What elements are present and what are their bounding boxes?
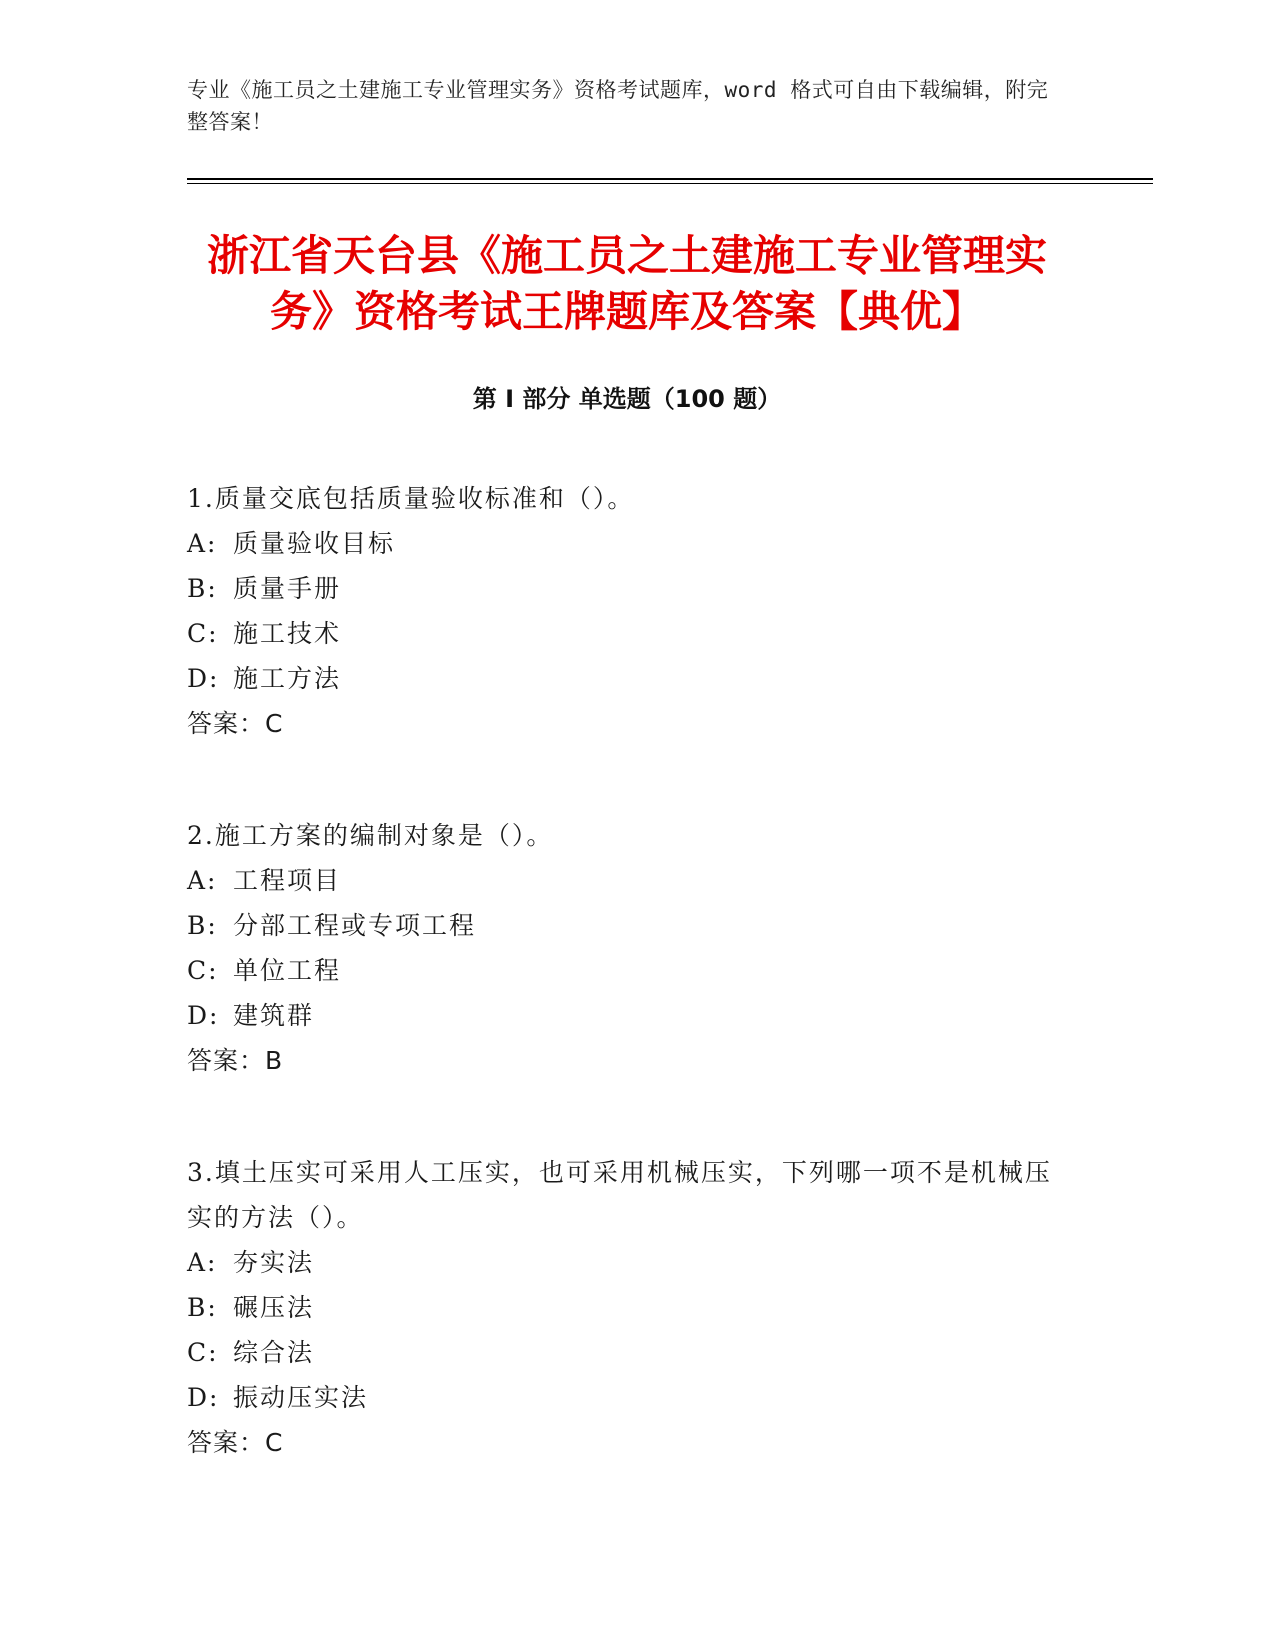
question-text: 1.质量交底包括质量验收标准和（）。 xyxy=(187,484,635,513)
option-letter: A: xyxy=(187,1248,218,1277)
option-letter: A: xyxy=(187,866,218,895)
question-2 xyxy=(187,813,1067,1083)
header-note: 专业《施工员之土建施工专业管理实务》资格考试题库，word 格式可自由下载编辑，附完整答案！ xyxy=(187,78,1049,134)
option-letter: D: xyxy=(187,1001,220,1030)
option-text: 振动压实法 xyxy=(233,1383,369,1412)
option-letter: C: xyxy=(187,619,219,648)
option-letter: C: xyxy=(187,956,219,985)
option-b xyxy=(187,903,1067,948)
option-d xyxy=(187,993,1067,1038)
option-letter: A: xyxy=(187,529,218,558)
option-letter: D: xyxy=(187,664,220,693)
option-text: 碾压法 xyxy=(233,1293,315,1322)
header-rule xyxy=(187,178,1153,180)
question-1 xyxy=(187,476,1067,746)
header-rule-thin xyxy=(187,183,1153,184)
option-d xyxy=(187,1375,1067,1420)
option-text: 质量手册 xyxy=(233,574,342,603)
option-text: 质量验收目标 xyxy=(233,529,396,558)
option-text: 单位工程 xyxy=(233,956,342,985)
option-a xyxy=(187,858,1067,903)
option-letter: C: xyxy=(187,1338,219,1367)
option-c xyxy=(187,948,1067,993)
option-letter: D: xyxy=(187,1383,220,1412)
question-list xyxy=(187,476,1067,1532)
question-text: 3.填土压实可采用人工压实，也可采用机械压实，下列哪一项不是机械压实的方法（）。 xyxy=(187,1158,1052,1232)
answer-line: 答案：B xyxy=(187,1046,284,1075)
document-title: 浙江省天台县《施工员之土建施工专业管理实务》资格考试王牌题库及答案【典优】 xyxy=(206,231,1047,336)
option-b xyxy=(187,1285,1067,1330)
option-letter: B: xyxy=(187,574,218,603)
option-text: 施工方法 xyxy=(233,664,342,693)
option-text: 综合法 xyxy=(233,1338,315,1367)
section-heading: 第 I 部分 单选题（100 题） xyxy=(472,385,782,413)
option-c xyxy=(187,1330,1067,1375)
option-text: 建筑群 xyxy=(233,1001,315,1030)
option-letter: B: xyxy=(187,1293,218,1322)
option-c xyxy=(187,611,1067,656)
option-letter: B: xyxy=(187,911,218,940)
option-text: 工程项目 xyxy=(233,866,342,895)
question-3 xyxy=(187,1150,1067,1465)
answer-line: 答案：C xyxy=(187,1428,284,1457)
option-a xyxy=(187,1240,1067,1285)
option-a xyxy=(187,521,1067,566)
option-text: 分部工程或专项工程 xyxy=(233,911,477,940)
answer-line: 答案：C xyxy=(187,709,284,738)
option-text: 施工技术 xyxy=(233,619,342,648)
option-b xyxy=(187,566,1067,611)
question-text: 2.施工方案的编制对象是（）。 xyxy=(187,821,554,850)
option-d xyxy=(187,656,1067,701)
option-text: 夯实法 xyxy=(233,1248,315,1277)
